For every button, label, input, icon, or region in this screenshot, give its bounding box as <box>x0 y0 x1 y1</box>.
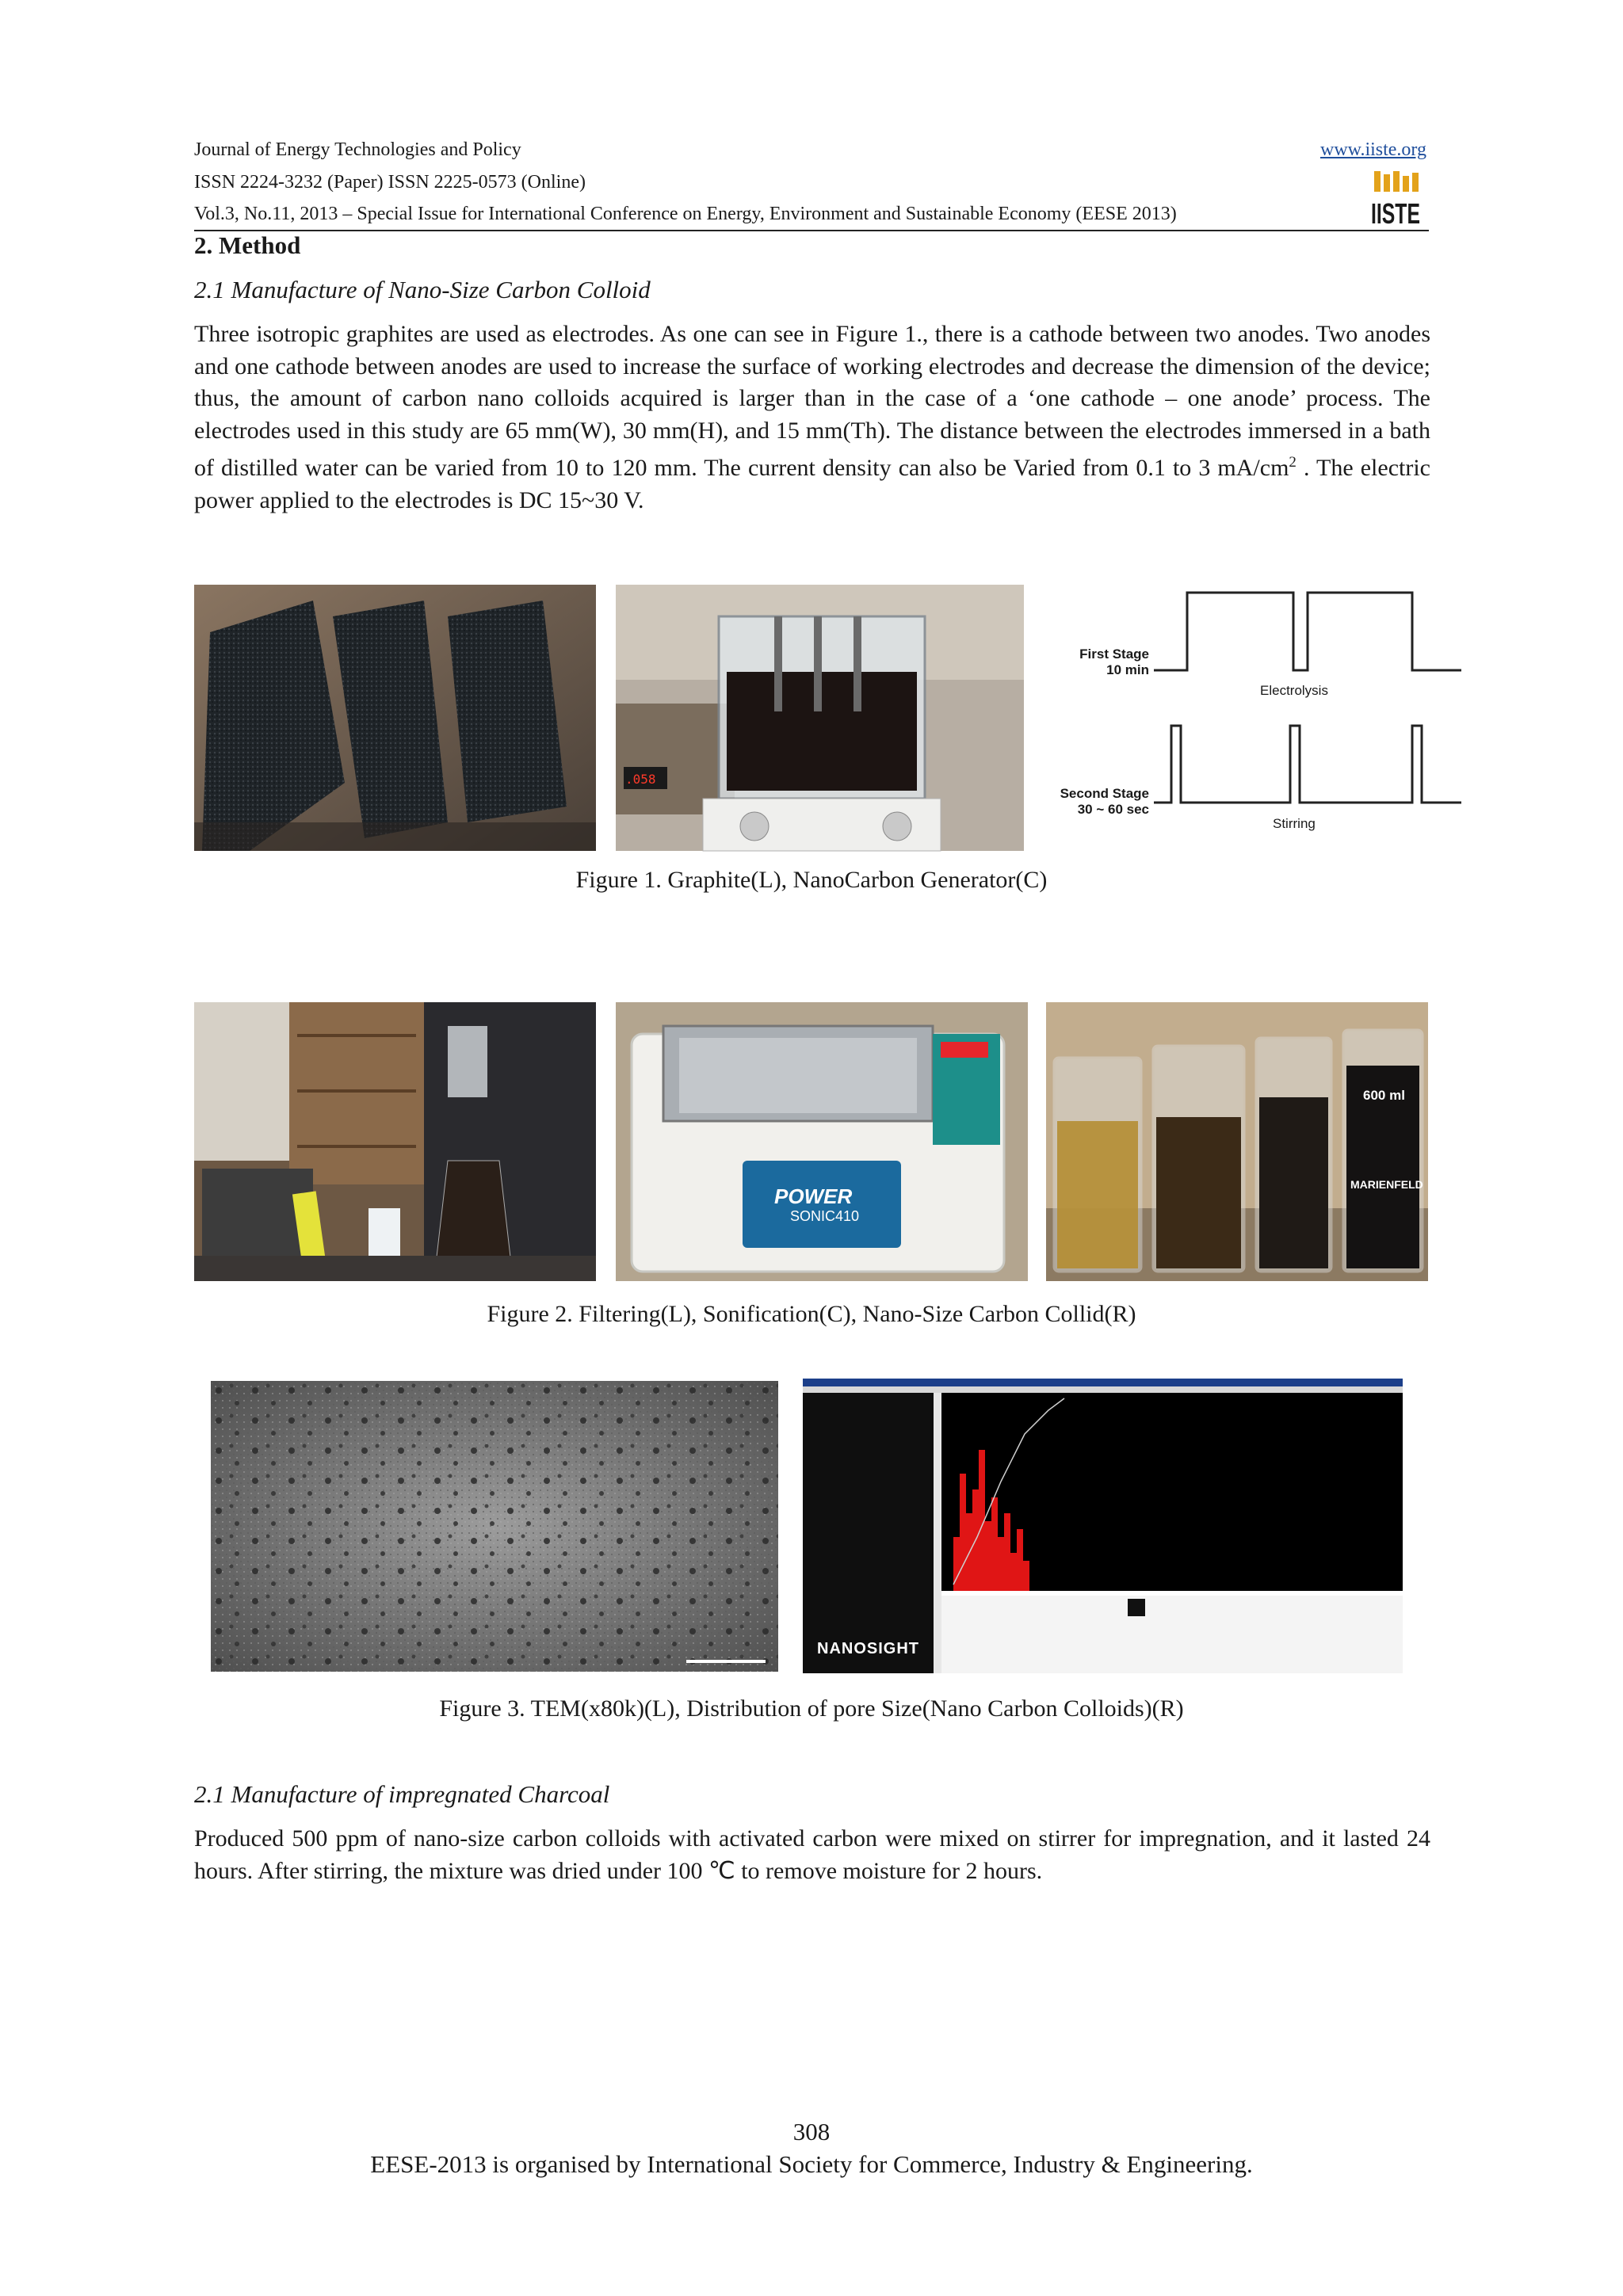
volume-line: Vol.3, No.11, 2013 – Special Issue for International Conference on Energy, Environment and Sustainable Economy (EESE 2013) <box>194 204 1177 224</box>
beaker-brand-label: MARIENFELD <box>1350 1178 1423 1191</box>
stage2-name: Stirring <box>1273 816 1316 831</box>
electrolysis-waveform <box>1154 593 1461 670</box>
stage-timing-diagram <box>1054 585 1468 854</box>
tem-image <box>211 1381 778 1672</box>
generator-display: .058 <box>625 772 656 787</box>
subsection-title-1: 2.1 Manufacture of Nano-Size Carbon Colloid <box>194 276 651 303</box>
journal-name: Journal of Energy Technologies and Policy <box>194 139 521 160</box>
filtering-photo <box>194 1002 596 1281</box>
sonicator-photo <box>616 1002 1028 1281</box>
paragraph-2: Produced 500 ppm of nano-size carbon colloids with activated carbon were mixed on stirrer for impregnation, and it lasted 24 hours. After stirring, the mixture was dried under 100 ℃ to remove moisture for 2 hours. <box>194 1825 1430 1884</box>
carbon-colloid-beakers-photo <box>1046 1002 1428 1281</box>
power-sonic-label: POWER <box>774 1184 853 1208</box>
page-number: 308 <box>792 2118 831 2145</box>
figure3-caption: Figure 3. TEM(x80k)(L), Distribution of pore Size(Nano Carbon Colloids)(R) <box>439 1695 1184 1722</box>
stirring-waveform <box>1154 726 1461 803</box>
iiste-logo <box>1369 170 1422 228</box>
section-title: 2. Method <box>194 231 301 259</box>
paragraph-1: Three isotropic graphites are used as electrodes. As one can see in Figure 1., there is a cathode between two anodes. Two anodes and one cathode between anodes are used to increase the surface of working electrodes and decrease the dimension of the device; thus, the amount of carbon nano colloids acquired is larger than in the case of a ‘one cathode – one anode’ process. The electrodes used in this study are 65 mm(W), 30 mm(H), and 15 mm(Th). The distance between the electrodes immersed in a bath of distilled water can be varied from 10 to 120 mm. The current density can also be Varied from 0.1 to 3 $mA/cm^2$ . The electric power applied to the electrodes is DC 15~30 V. <box>194 321 1430 513</box>
figure2-caption: Figure 2. Filtering(L), Sonification(C), Nano-Size Carbon Collid(R) <box>487 1301 1136 1327</box>
header-rule <box>194 230 1429 231</box>
footer-org: EESE-2013 is organised by International Society for Commerce, Industry & Engineering. <box>370 2150 1253 2178</box>
stage2-time: 30 ~ 60 sec <box>1077 802 1149 817</box>
nanosight-screenshot <box>803 1379 1403 1673</box>
nanocarbon-generator-photo <box>616 585 1024 851</box>
stage1-time: 10 min <box>1106 662 1149 677</box>
iiste-logo-text: IISTE <box>1371 197 1420 230</box>
graphite-photo <box>194 585 596 851</box>
issn-line: ISSN 2224-3232 (Paper) ISSN 2225-0573 (Online) <box>194 172 586 193</box>
website-link[interactable]: www.iiste.org <box>1320 139 1426 160</box>
sonic-model-label: SONIC410 <box>790 1208 860 1224</box>
nanosight-brand: NANOSIGHT <box>817 1640 919 1657</box>
beaker-volume-label: 600 ml <box>1363 1088 1405 1103</box>
stage1-name: Electrolysis <box>1260 683 1328 698</box>
stage2-label: Second Stage <box>1060 786 1149 801</box>
stage1-label: First Stage <box>1079 646 1149 662</box>
figure1-caption: Figure 1. Graphite(L), NanoCarbon Generator(C) <box>575 867 1048 893</box>
subsection-title-2: 2.1 Manufacture of impregnated Charcoal <box>194 1780 610 1808</box>
